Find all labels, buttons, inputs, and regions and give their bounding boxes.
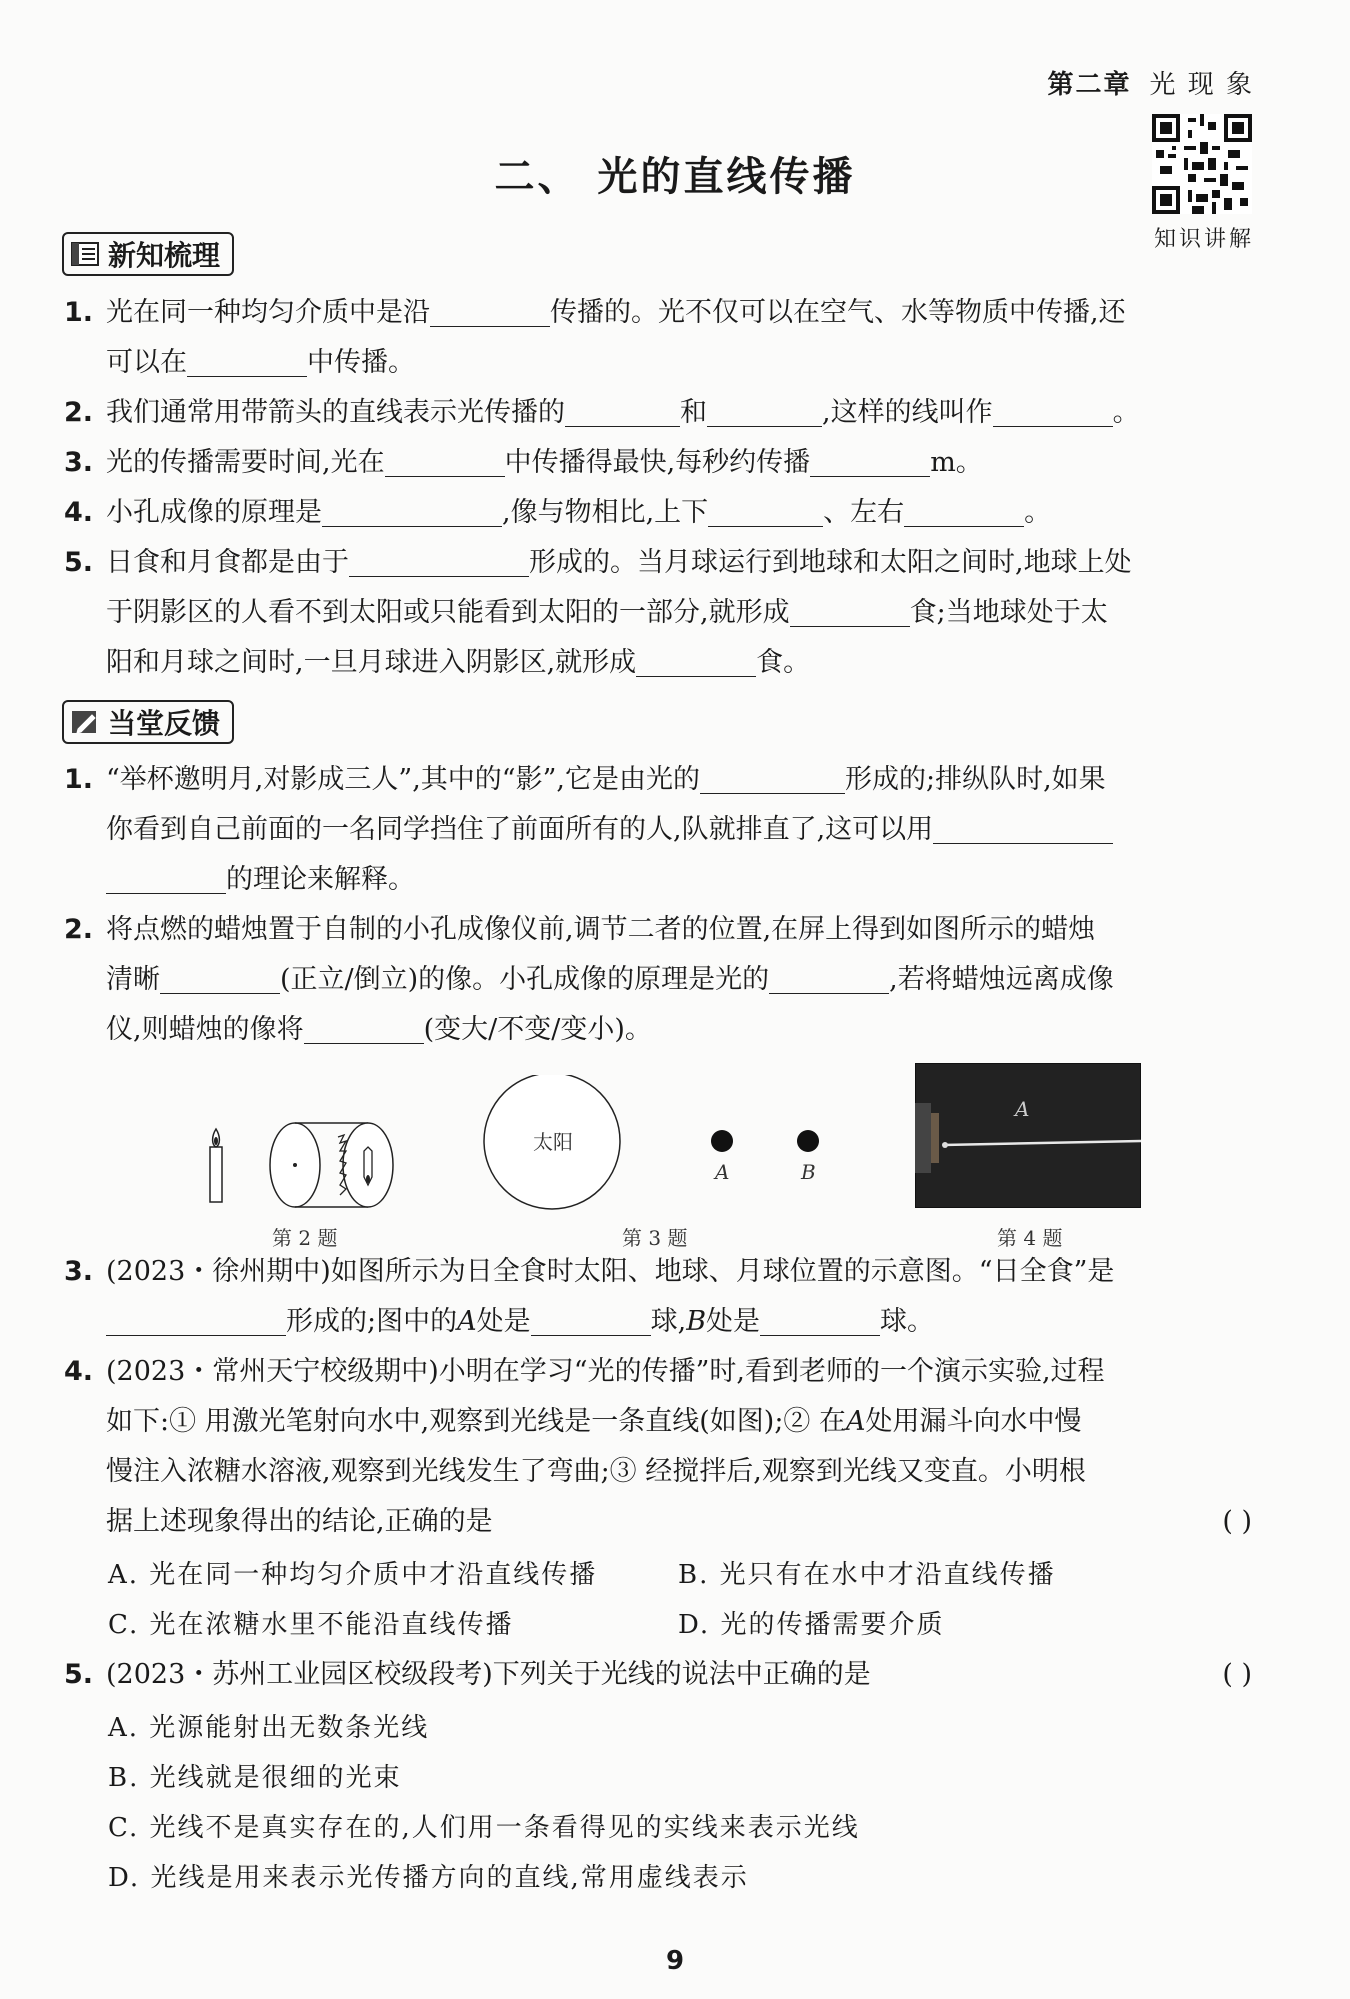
section-knowledge-title: 新知梳理 [108,239,221,272]
pinhole-camera-icon [270,1123,393,1207]
question-text: 光在同一种均匀介质中是沿 [106,297,430,328]
answer-blank[interactable] [790,592,910,627]
question-number: 5. [64,547,94,578]
question-number: 3. [64,1256,94,1287]
option-b[interactable]: B. 光线就是很细的光束 [108,1763,402,1793]
question-text: 。 [1024,497,1052,528]
pencil-note-icon [70,708,100,736]
question-text: 可以在 [106,347,187,378]
sun-label: 太阳 [533,1130,573,1154]
question-text: 形成的。当月球运行到地球和太阳之间时,地球上处 [529,547,1132,578]
answer-blank[interactable] [106,859,226,894]
option-c[interactable]: C. 光线不是真实存在的,人们用一条看得见的实线来表示光线 [108,1813,860,1843]
laser-water-photo [915,1063,1141,1208]
point-a-dot [711,1130,733,1152]
option-d[interactable]: D. 光线是用来表示光传播方向的直线,常用虚线表示 [108,1863,749,1893]
feedback-question-4 [64,1347,1252,1547]
feedback-question-3 [64,1247,1252,1347]
answer-blank[interactable] [160,959,280,994]
answer-parentheses[interactable]: ( ) [1222,1506,1252,1537]
question-text: 据上述现象得出的结论,正确的是 [106,1506,493,1537]
question-text: (2023・常州天宁校级期中)小明在学习“光的传播”时,看到老师的一个演示实验,过程 [106,1356,1105,1387]
figure-2-caption: 第 2 题 [272,1226,338,1250]
option-d[interactable]: D. 光的传播需要介质 [678,1610,945,1640]
question-text: ,这样的线叫作 [822,397,993,428]
answer-blank[interactable] [531,1301,651,1336]
question-text: 、左右 [823,497,905,528]
answer-blank[interactable] [700,759,845,794]
knowledge-question-1 [64,288,1252,388]
chapter-name: 光 现 象 [1149,70,1254,100]
question-text: 光的传播需要时间,光在 [106,447,385,478]
point-label: A [846,1406,866,1437]
figure-4-caption: 第 4 题 [997,1226,1063,1250]
question-text: 将点燃的蜡烛置于自制的小孔成像仪前,调节二者的位置,在屏上得到如图所示的蜡烛 [106,914,1096,945]
question-text: 清晰 [106,964,160,995]
question-text: 我们通常用带箭头的直线表示光传播的 [106,397,565,428]
answer-parentheses[interactable]: ( ) [1222,1659,1252,1690]
question-text: 如下:① 用激光笔射向水中,观察到光线是一条直线(如图);② 在 [106,1406,847,1437]
figure-3-caption: 第 3 题 [622,1226,688,1250]
question-text: 和 [680,397,707,428]
question-text: (2023・苏州工业园区校级段考)下列关于光线的说法中正确的是 [106,1659,871,1690]
question-text: 形成的;排纵队时,如果 [844,764,1106,795]
answer-blank[interactable] [810,442,930,477]
feedback-question-1 [64,755,1252,905]
knowledge-question-3 [64,438,1252,488]
answer-blank[interactable] [760,1301,880,1336]
knowledge-question-4 [64,488,1252,538]
answer-blank[interactable] [565,392,680,427]
question-number: 1. [64,297,94,328]
photo-point-a-label: A [1015,1097,1030,1121]
question-text: (2023・徐州期中)如图所示为日全食时太阳、地球、月球位置的示意图。“日全食”是 [106,1256,1115,1287]
question-text: 食;当地球处于太 [909,597,1108,628]
question-text: “举杯邀明月,对影成三人”,其中的“影”,它是由光的 [106,764,700,795]
knowledge-question-2 [64,388,1252,438]
point-label: A [457,1306,477,1337]
question-number: 2. [64,914,94,945]
question-number: 4. [64,1356,94,1387]
question-number: 1. [64,764,94,795]
option-c[interactable]: C. 光在浓糖水里不能沿直线传播 [108,1610,514,1640]
section-feedback-header [62,700,234,744]
question-text: 中传播得最快,每秒约传播 [504,447,811,478]
answer-blank[interactable] [904,492,1024,527]
option-a[interactable]: A. 光源能射出无数条光线 [108,1713,430,1743]
question-text: ,像与物相比,上下 [502,497,709,528]
answer-blank[interactable] [933,809,1113,844]
question-text: 仪,则蜡烛的像将 [106,1014,304,1045]
option-a[interactable]: A. 光在同一种均匀介质中才沿直线传播 [108,1560,598,1590]
option-b[interactable]: B. 光只有在水中才沿直线传播 [678,1560,1056,1590]
answer-blank[interactable] [430,292,550,327]
question-text: 于阴影区的人看不到太阳或只能看到太阳的一部分,就形成 [106,597,790,628]
qr-label: 知识讲解 [1153,227,1254,252]
answer-blank[interactable] [707,392,822,427]
answer-blank[interactable] [106,1301,286,1336]
question-text: 的理论来解释。 [226,864,415,895]
feedback-question-5 [64,1650,1252,1700]
answer-blank[interactable] [385,442,505,477]
question-text: 日食和月食都是由于 [106,547,349,578]
question-text: 处是 [476,1306,531,1337]
answer-blank[interactable] [322,492,502,527]
chapter-number: 第二章 [1047,70,1132,100]
answer-blank[interactable] [304,1009,424,1044]
question-text: 食。 [756,647,811,678]
lesson-title: 二、 光的直线传播 [494,154,856,200]
answer-blank[interactable] [993,392,1113,427]
chapter-header [1047,64,1254,101]
point-b-dot [797,1130,819,1152]
question-text: 中传播。 [307,347,415,378]
answer-blank[interactable] [187,342,307,377]
question-text: 球, [650,1306,687,1337]
question-text: (变大/不变/变小)。 [423,1014,652,1045]
question-text: 小孔成像的原理是 [106,497,322,528]
answer-blank[interactable] [708,492,823,527]
point-label: B [686,1306,707,1337]
question-text: 球。 [880,1306,935,1337]
question-text: 处是 [706,1306,761,1337]
candle-icon [210,1129,222,1202]
knowledge-question-5 [64,538,1252,688]
question-text: 。 [1112,397,1140,428]
answer-blank[interactable] [349,542,529,577]
point-b-label: B [801,1160,816,1184]
question-text: 慢注入浓糖水溶液,观察到光线发生了弯曲;③ 经搅拌后,观察到光线又变直。小明根 [106,1456,1086,1487]
question-number: 2. [64,397,94,428]
question-number: 5. [64,1659,94,1690]
section-feedback-title: 当堂反馈 [108,707,221,740]
book-icon [70,240,100,268]
point-a-label: A [715,1160,730,1184]
question-text: ,若将蜡烛远离成像 [889,964,1114,995]
pinhole-camera-figure [200,1105,400,1215]
question-number: 3. [64,447,94,478]
question-text: (正立/倒立)的像。小孔成像的原理是光的 [280,964,770,995]
answer-blank[interactable] [769,959,889,994]
question-text: 阳和月球之间时,一旦月球进入阴影区,就形成 [106,647,637,678]
question-text: 处用漏斗向水中慢 [865,1406,1082,1437]
section-knowledge-header [62,232,234,276]
question-number: 4. [64,497,94,528]
page-number: 9 [665,1946,685,1976]
question-text: 传播的。光不仅可以在空气、水等物质中传播,还 [550,297,1126,328]
question-text: 形成的;图中的 [286,1306,458,1337]
feedback-question-2 [64,905,1252,1055]
answer-blank[interactable] [636,642,756,677]
question-text: m。 [930,447,983,478]
question-text: 你看到自己前面的一名同学挡住了前面所有的人,队就排直了,这可以用 [106,814,934,845]
